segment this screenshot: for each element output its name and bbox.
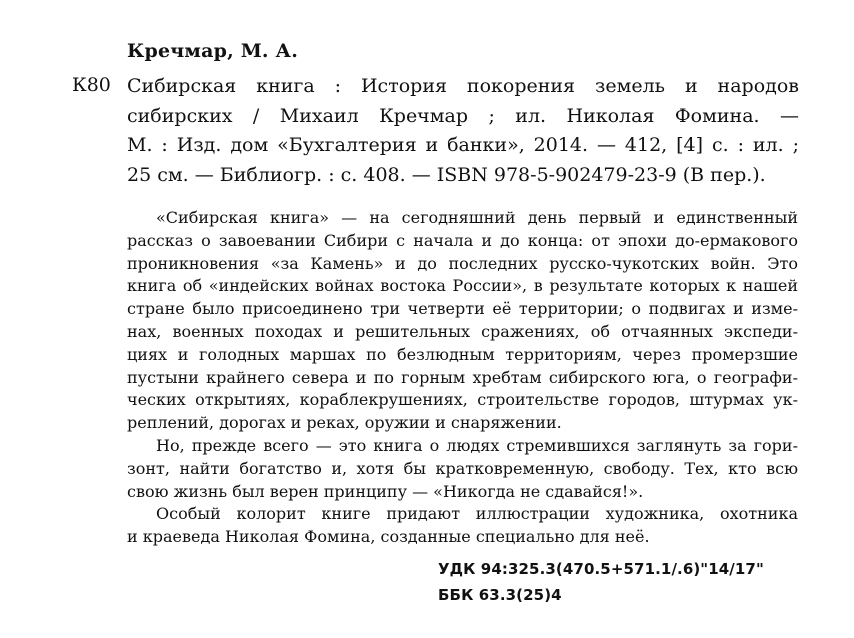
bib-line: Сибирская книга : История покорения земель и народов [127, 75, 799, 97]
annotation-line: ческих открытиях, кораблекрушениях, строительстве городов, штурмах ук- [127, 390, 798, 410]
annotation-line: циях и голодных маршах по безлюдным территориям, через промерзшие [127, 344, 798, 364]
annotation-line: проникновения «за Камень» и до последних русско-чукотских войн. Это [127, 253, 798, 273]
annotation-line: книга об «индейских войнах востока России», в результате которых к нашей [127, 276, 798, 296]
classification-indexes [438, 556, 764, 608]
annotation-line: Особый колорит книге придают иллюстрации художника, охотника [156, 504, 798, 524]
annotation-line: «Сибирская книга» — на сегодняшний день первый и единственный [156, 208, 798, 227]
author-mark-code: К80 [72, 74, 111, 96]
annotation-line: стране было присоединено три четверти её территории; о подвигах и изме- [127, 299, 798, 319]
annotation-line: и краеведа Николая Фомина, созданные специально для неё. [127, 527, 650, 547]
annotation-line: зонт, найти богатство и, хотя бы кратковременную, свободу. Тех, кто всю [127, 458, 798, 478]
bbk-index: ББК 63.3(25)4 [438, 586, 562, 604]
annotation-line: нах, военных походах и решительных сражениях, об отчаянных экспеди- [127, 321, 798, 341]
udk-index: УДК 94:325.3(470.5+571.1/.6)"14/17" [438, 560, 764, 578]
bib-line: 25 см. — Библиогр. : с. 408. — ISBN 978-5-902479-23-9 (В пер.). [127, 163, 766, 186]
author-heading: Кречмар, М. А. [127, 40, 299, 62]
annotation-line: рассказ о завоевании Сибири с начала и до конца: от эпохи до-ермакового [127, 230, 798, 250]
annotation-line: свою жизнь был верен принципу — «Никогда не сдавайся!». [127, 481, 644, 501]
annotation-line: Но, прежде всего — это книга о людях стремившихся заглянуть за гори- [156, 435, 798, 455]
bib-line: М. : Изд. дом «Бухгалтерия и банки», 2014. — 412, [4] с. : ил. ; [127, 134, 799, 156]
annotation [127, 207, 798, 549]
annotation-line: реплений, дорогах и реках, оружии и снаряжении. [127, 413, 562, 433]
annotation-line: пустыни крайнего севера и по горным хребтам сибирского юга, о географи- [127, 367, 798, 387]
bib-line: сибирских / Михаил Кречмар ; ил. Николая Фомина. — [127, 104, 799, 127]
bibliographic-description [127, 72, 799, 190]
